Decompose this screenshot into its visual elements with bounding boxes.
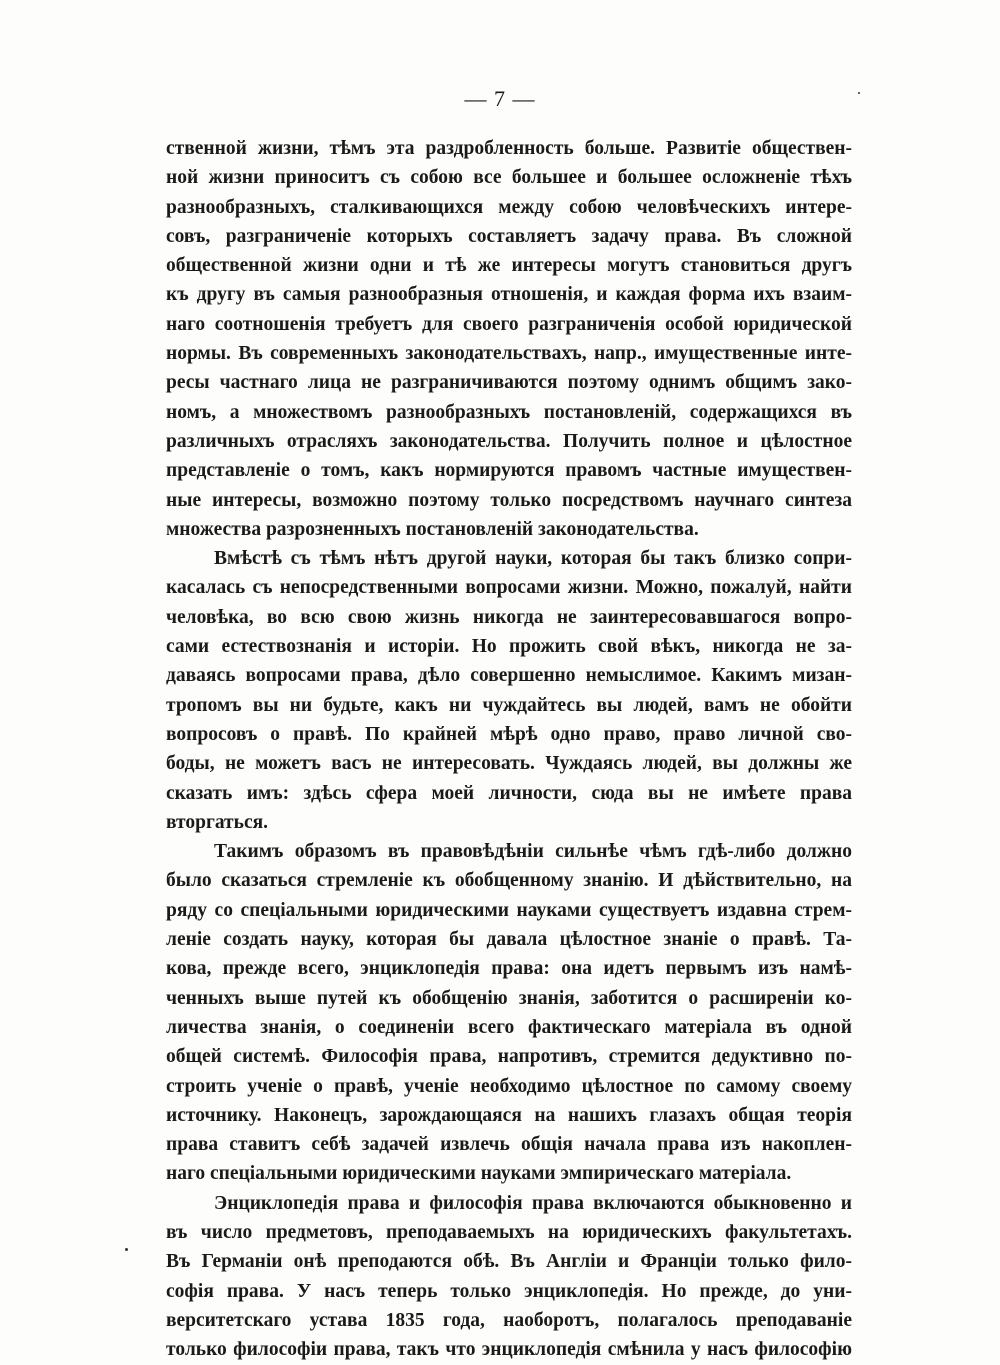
scan-speck <box>125 1248 128 1251</box>
text-line: въ число предметовъ, преподаваемыхъ на юридическихъ факультетахъ. <box>166 1221 852 1243</box>
text-line: наго соотношенія требуетъ для своего разграниченія особой юридической <box>166 313 852 335</box>
body-text <box>166 134 852 1364</box>
text-line: права ставитъ себѣ задачей извлечь общія начала права изъ накоплен- <box>166 1134 852 1156</box>
text-line: софія права. У насъ теперь только энциклопедія. Но прежде, до уни- <box>166 1280 852 1302</box>
text-line: множества разрозненныхъ постановленій законодательства. <box>166 518 699 540</box>
text-line: ряду со спеціальными юридическими науками существуетъ издавна стрем- <box>166 899 852 921</box>
text-line: леніе создать науку, которая бы давала цѣлостное знаніе о правѣ. Та- <box>166 929 852 951</box>
scan-speck <box>858 92 860 94</box>
text-line: тропомъ вы ни будьте, какъ ни чуждайтесь вы людей, вамъ не обойти <box>166 694 852 716</box>
text-line: касалась съ непосредственными вопросами жизни. Можно, пожалуй, найти <box>166 577 852 599</box>
text-line: строить ученіе о правѣ, ученіе необходимо цѣлостное по самому своему <box>166 1075 852 1097</box>
paragraph-1 <box>166 134 852 544</box>
text-line: ственной жизни, тѣмъ эта раздробленность больше. Развитіе обществен- <box>166 138 852 159</box>
text-line: нормы. Въ современныхъ законодательствахъ, напр., имущественные инте- <box>166 343 852 365</box>
text-line: вторгаться. <box>166 811 269 833</box>
paragraph-2 <box>166 544 852 837</box>
text-line: Вмѣстѣ съ тѣмъ нѣтъ другой науки, которая бы такъ близко сопри- <box>214 548 852 570</box>
paragraph-3 <box>166 837 852 1189</box>
text-line: было сказаться стремленіе къ обобщенному знанію. И дѣйствительно, на <box>166 870 852 892</box>
text-line: совъ, разграниченіе которыхъ составляетъ задачу права. Въ сложной <box>166 225 852 247</box>
text-line: общественной жизни одни и тѣ же интересы могутъ становиться другъ <box>166 255 852 277</box>
text-line: общей системѣ. Философія права, напротивъ, стремится дедуктивно по- <box>166 1046 852 1068</box>
text-line: наго спеціальными юридическими науками эмпирическаго матеріала. <box>166 1163 792 1185</box>
text-line: только философіи права, такъ что энциклопедія смѣнила у насъ философію <box>166 1339 852 1361</box>
text-line: ченныхъ выше путей къ обобщенію знанія, заботится о расширеніи ко- <box>166 987 852 1009</box>
text-line: источнику. Наконецъ, зарождающаяся на нашихъ глазахъ общая теорія <box>166 1104 852 1126</box>
text-line: ные интересы, возможно поэтому только посредствомъ научнаго синтеза <box>166 489 852 511</box>
text-line: даваясь вопросами права, дѣло совершенно немыслимое. Какимъ мизан- <box>166 665 852 687</box>
text-line: человѣка, во всю свою жизнь никогда не заинтересовавшагося вопро- <box>166 606 852 628</box>
text-line: сами естествознанія и исторіи. Но прожить свой вѣкъ, никогда не за- <box>166 636 852 658</box>
page-number: — 7 — <box>464 86 536 111</box>
text-line: различныхъ отрасляхъ законодательства. Получить полное и цѣлостное <box>166 430 852 452</box>
text-line: кова, прежде всего, энциклопедія права: она идетъ первымъ изъ намѣ- <box>166 958 852 980</box>
text-line: Энциклопедія права и философія права включаются обыкновенно и <box>214 1192 852 1214</box>
text-line: сказать имъ: здѣсь сфера моей личности, сюда вы не имѣете права <box>166 782 852 804</box>
text-line: вопросовъ о правѣ. По крайней мѣрѣ одно право, право личной сво- <box>166 723 852 745</box>
text-line: Такимъ образомъ въ правовѣдѣніи сильнѣе чѣмъ гдѣ-либо должно <box>214 841 852 863</box>
text-line: боды, не можетъ васъ не интересовать. Чуждаясь людей, вы должны же <box>166 753 852 775</box>
text-line: номъ, а множествомъ разнообразныхъ постановленій, содержащихся въ <box>166 401 852 423</box>
text-line: ресы частнаго лица не разграничиваются поэтому однимъ общимъ зако- <box>166 372 852 394</box>
text-line: разнообразныхъ, сталкивающихся между собою человѣческихъ интере- <box>166 196 852 218</box>
text-line: Въ Германіи онѣ преподаются обѣ. Въ Англіи и Франціи только фило- <box>166 1251 852 1273</box>
text-line: представленіе о томъ, какъ нормируются правомъ частные имуществен- <box>166 460 852 482</box>
text-line: къ другу въ самыя разнообразныя отношенія, и каждая форма ихъ взаим- <box>166 284 852 306</box>
text-line: верситетскаго устава 1835 года, наоборотъ, полагалось преподаваніе <box>166 1309 852 1331</box>
paragraph-4 <box>166 1189 852 1365</box>
text-line: личества знанія, о соединеніи всего фактическаго матеріала въ одной <box>166 1016 852 1038</box>
text-line: ной жизни приноситъ съ собою все большее и большее осложненіе тѣхъ <box>166 167 852 189</box>
